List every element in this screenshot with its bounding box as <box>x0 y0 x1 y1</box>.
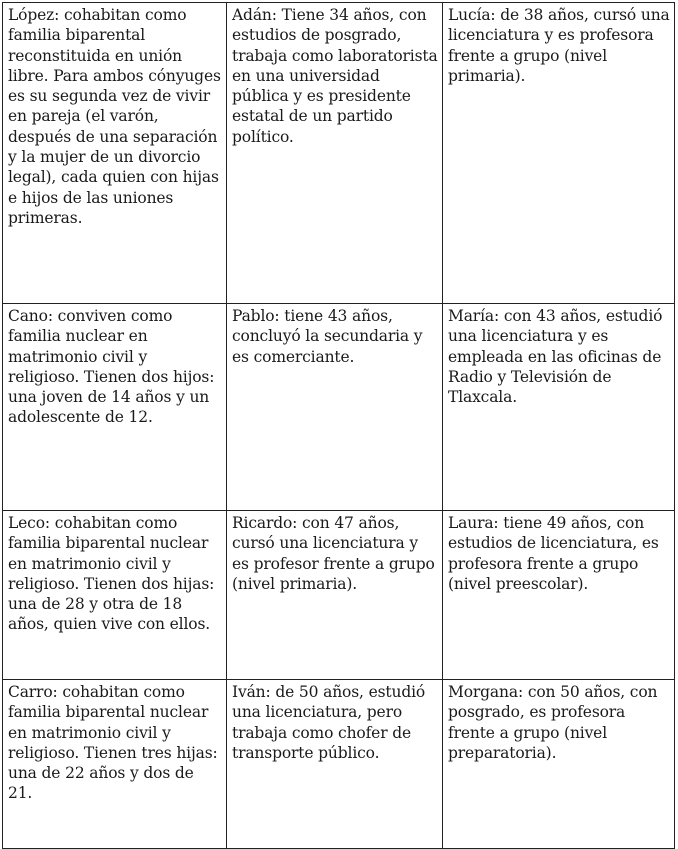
families-table <box>2 2 675 849</box>
woman-description: con 50 años, con posgrado, es profesora frente a grupo (nivel preparatoria). <box>448 683 658 762</box>
woman-cell <box>443 3 675 304</box>
man-description: Tiene 34 años, con estudios de posgrado, trabaja como laboratorista en una universidad pública y es presidente estatal de un partido político. <box>232 6 438 146</box>
man-name: Adán: <box>232 6 282 24</box>
family-name: López: <box>8 6 64 24</box>
woman-name: María: <box>448 307 504 325</box>
woman-name: Laura: <box>448 514 504 532</box>
woman-name: Lucía: <box>448 6 501 24</box>
woman-description: de 38 años, cursó una licenciatura y es profesora frente a grupo (nivel primaria). <box>448 6 670 85</box>
man-cell <box>227 511 443 680</box>
table-row <box>3 304 675 511</box>
man-cell <box>227 304 443 511</box>
woman-cell <box>443 511 675 680</box>
man-name: Pablo: <box>232 307 285 325</box>
family-cell <box>3 3 227 304</box>
woman-description: tiene 49 años, con estudios de licenciatura, es profesora frente a grupo (nivel preescolar). <box>448 514 659 593</box>
man-description: tiene 43 años, concluyó la secundaria y es comerciante. <box>232 307 423 366</box>
family-description: cohabitan como familia biparental nuclear en matrimonio civil y religioso. Tienen tres hijas: una de 22 años y dos de 21. <box>8 683 218 803</box>
family-name: Cano: <box>8 307 58 325</box>
woman-cell <box>443 304 675 511</box>
man-description: de 50 años, estudió una licenciatura, pero trabaja como chofer de transporte público. <box>232 683 426 762</box>
family-cell <box>3 680 227 849</box>
family-cell <box>3 304 227 511</box>
family-name: Leco: <box>8 514 55 532</box>
woman-cell <box>443 680 675 849</box>
man-cell <box>227 680 443 849</box>
family-description: cohabitan como familia biparental reconstituida en unión libre. Para ambos cónyuges es su segunda vez de vivir en pareja (el varón, después de una separación y la mujer de un divorcio legal), cada quien con hijas e hijos de las uniones primeras. <box>8 6 221 227</box>
woman-name: Morgana: <box>448 683 528 701</box>
man-name: Iván: <box>232 683 276 701</box>
table-row <box>3 511 675 680</box>
family-description: cohabitan como familia biparental nuclear en matrimonio civil y religioso. Tienen dos hijas: una de 28 y otra de 18 años, quien vive con ellos. <box>8 514 215 634</box>
man-name: Ricardo: <box>232 514 303 532</box>
family-cell <box>3 511 227 680</box>
family-description: conviven como familia nuclear en matrimonio civil y religioso. Tienen dos hijos: una joven de 14 años y un adolescente de 12. <box>8 307 215 427</box>
table-row <box>3 3 675 304</box>
family-name: Carro: <box>8 683 63 701</box>
table-row <box>3 680 675 849</box>
woman-description: con 43 años, estudió una licenciatura y es empleada en las oficinas de Radio y Televisión de Tlaxcala. <box>448 307 663 407</box>
man-description: con 47 años, cursó una licenciatura y es profesor frente a grupo (nivel primaria). <box>232 514 435 593</box>
man-cell <box>227 3 443 304</box>
